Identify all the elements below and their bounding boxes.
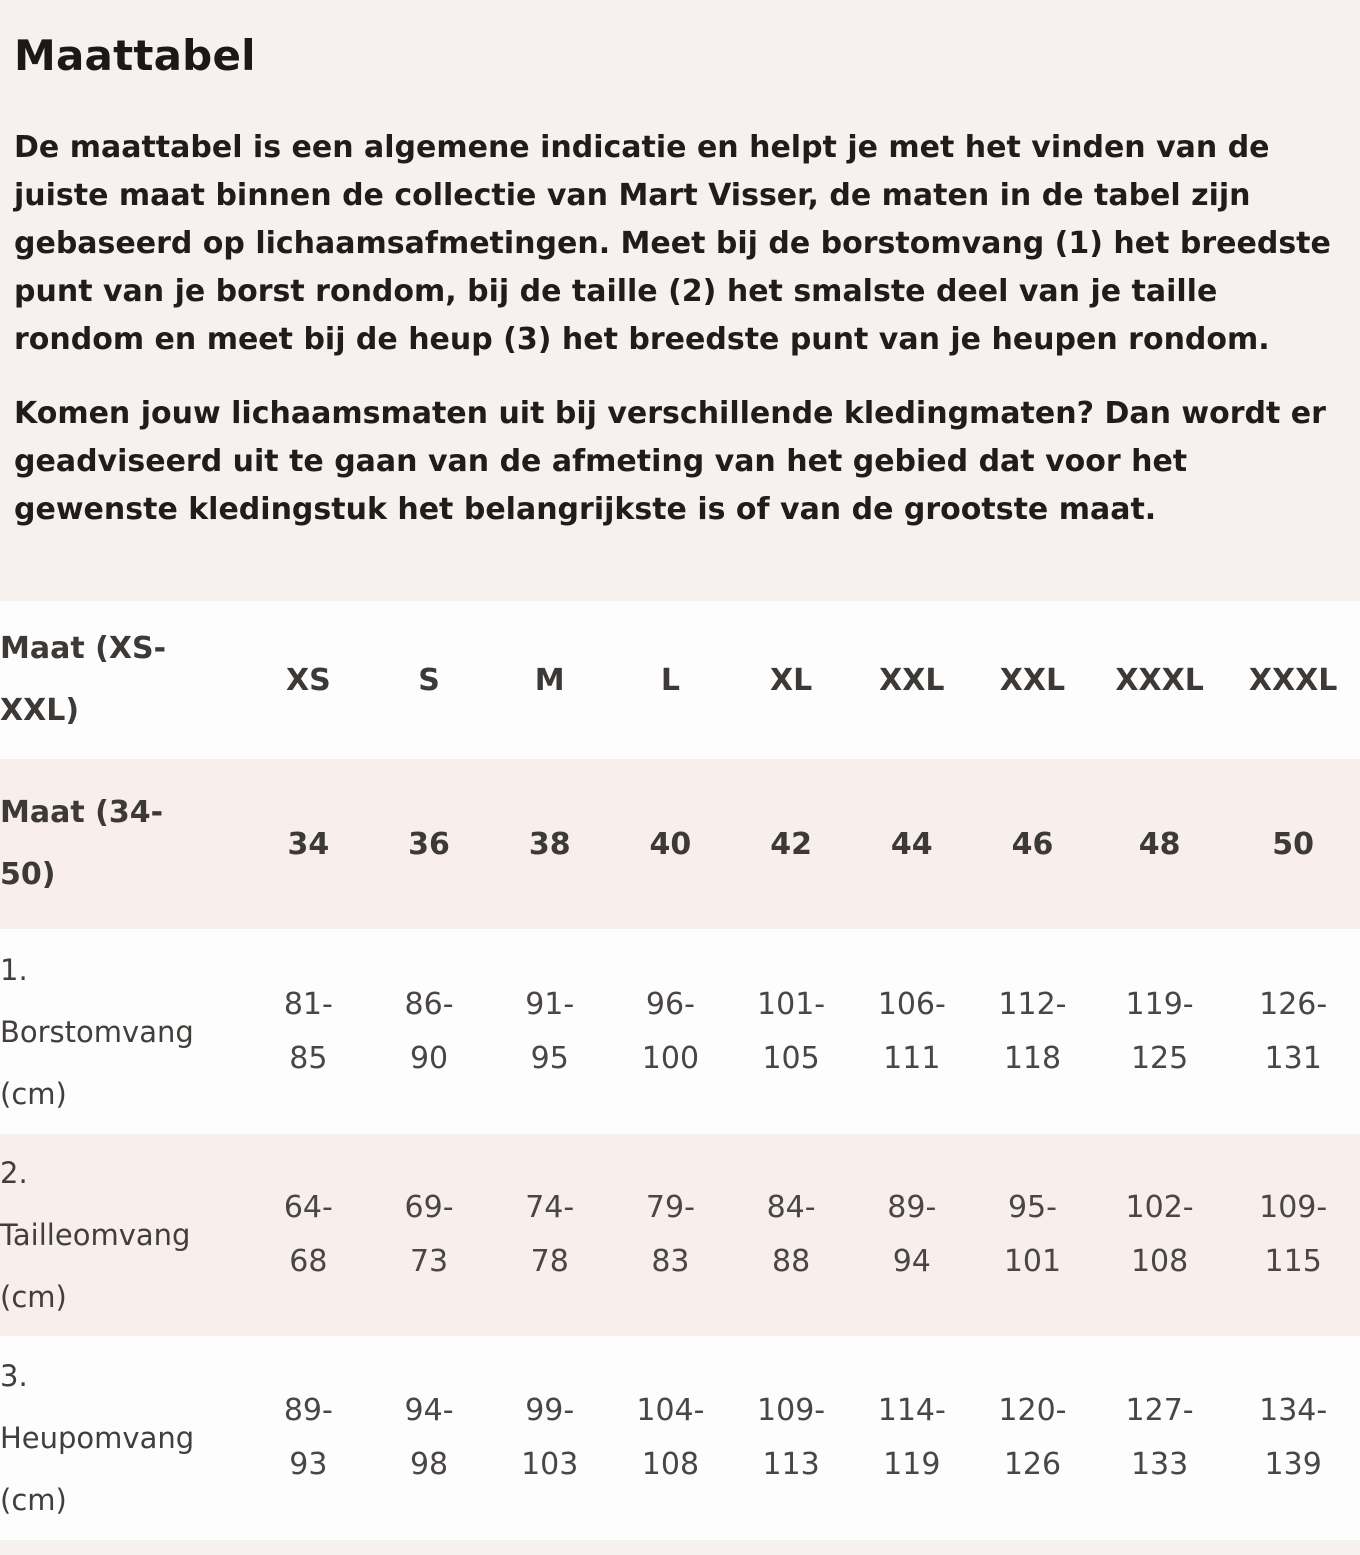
size-cell [731,1134,852,1336]
size-value: 112-118 [998,986,1067,1076]
size-cell [489,1336,610,1540]
row-label [0,1336,248,1540]
size-cell [489,929,610,1134]
size-value: 86-90 [404,986,454,1076]
size-cell [248,929,369,1134]
text-line: Borstomvang [0,1014,194,1049]
row-label [0,601,248,759]
text-line: rondom en meet bij de heup (3) het breedste punt van je heupen rondom. [14,322,1270,358]
size-value: 64-68 [283,1190,333,1280]
size-cell [1226,1134,1360,1336]
size-table [0,601,1360,1540]
size-cell [489,1134,610,1336]
size-value: 95-101 [1003,1190,1062,1280]
text-line: Maat (34- [0,795,164,831]
size-value: 119-125 [1125,986,1194,1076]
size-cell: XXL [999,662,1066,698]
size-cell: XXXL [1248,662,1338,698]
text-line: Komen jouw lichaamsmaten uit bij verschillende kledingmaten? Dan wordt er [14,396,1326,432]
size-cell: XXL [879,662,945,698]
text-line: (cm) [0,1076,67,1111]
size-value: 89-93 [283,1393,333,1483]
size-value: 96-100 [641,986,700,1076]
size-cell: 46 [1011,826,1054,862]
text-line: 50) [0,857,56,893]
text-line: Heupomvang [0,1421,195,1456]
size-cell [1093,929,1227,1134]
size-cell: S [418,662,440,698]
size-value: 84-88 [766,1190,816,1280]
size-value: 109-113 [757,1393,826,1483]
text-line: 2. [0,1156,28,1191]
size-cell: 48 [1138,826,1181,862]
row-label [0,929,248,1134]
size-value: 91-95 [525,986,575,1076]
size-value: 104-108 [636,1393,705,1483]
size-cell [369,929,490,1134]
text-line: 3. [0,1359,28,1394]
size-value: 127-133 [1125,1393,1194,1483]
intro-paragraph-1 [14,124,1344,364]
size-cell: M [534,662,565,698]
size-cell [1226,929,1360,1134]
size-cell [610,1336,731,1540]
row-label [0,759,248,929]
text-line: 1. [0,952,28,987]
size-table-row-hip [0,1336,1360,1540]
size-cell [1093,1336,1227,1540]
page-title: Maattabel [14,31,256,80]
size-value: 114-119 [877,1393,946,1483]
size-table-row-letter-sizes [0,601,1360,759]
row-label [0,1134,248,1336]
size-guide-text-block [0,32,1360,534]
size-cell: XS [285,662,331,698]
size-cell [248,1134,369,1336]
size-value: 134-139 [1259,1393,1328,1483]
size-cell: 36 [408,826,450,862]
size-cell [369,1134,490,1336]
size-cell [248,1336,369,1540]
size-cell [1226,1336,1360,1540]
size-cell [972,1134,1093,1336]
text-line: (cm) [0,1280,67,1315]
text-line: (cm) [0,1483,67,1518]
text-line: Maat (XS- [0,631,167,667]
text-line: punt van je borst rondom, bij de taille (2) het smalste deel van je taille [14,274,1218,310]
size-cell [610,1134,731,1336]
size-value: 94-98 [404,1393,454,1483]
size-cell [1093,1134,1227,1336]
size-cell: 40 [649,826,692,862]
intro-paragraph-2 [14,390,1344,534]
size-value: 109-115 [1259,1190,1328,1280]
text-line: Tailleomvang [0,1218,191,1253]
text-line: geadviseerd uit te gaan van de afmeting van het gebied dat voor het [14,444,1188,480]
size-value: 79-83 [645,1190,695,1280]
text-line: gewenste kledingstuk het belangrijkste is of van de grootste maat. [14,492,1157,528]
size-cell [731,1336,852,1540]
size-cell [851,1134,972,1336]
size-cell [972,929,1093,1134]
size-cell [731,929,852,1134]
size-cell: XXXL [1115,662,1204,698]
size-table-row-waist [0,1134,1360,1336]
size-value: 69-73 [404,1190,454,1280]
size-value: 126-131 [1259,986,1328,1076]
size-cell [851,1336,972,1540]
size-value: 120-126 [998,1393,1067,1483]
size-table-row-numeric-sizes [0,759,1360,929]
size-cell [369,1336,490,1540]
size-cell [610,929,731,1134]
size-value: 74-78 [525,1190,575,1280]
size-value: 89-94 [887,1190,937,1280]
size-value: 101-105 [757,986,826,1076]
size-value: 81-85 [283,986,333,1076]
size-value: 99-103 [521,1393,579,1483]
size-value: 102-108 [1125,1190,1194,1280]
size-cell: XL [769,662,813,698]
size-cell: 42 [770,826,812,862]
text-line: juiste maat binnen de collectie van Mart Visser, de maten in de tabel zijn [14,178,1251,214]
size-cell [972,1336,1093,1540]
size-cell [851,929,972,1134]
size-cell: L [660,662,680,698]
text-line: gebaseerd op lichaamsafmetingen. Meet bij de borstomvang (1) het breedste [14,226,1331,262]
size-cell: 34 [287,826,330,862]
size-table-row-bust [0,929,1360,1134]
size-cell: 44 [890,826,933,862]
size-cell: 50 [1272,826,1315,862]
text-line: XXL) [0,693,80,729]
size-value: 106-111 [877,986,946,1076]
size-cell: 38 [528,826,571,862]
text-line: De maattabel is een algemene indicatie en helpt je met het vinden van de [14,130,1270,166]
